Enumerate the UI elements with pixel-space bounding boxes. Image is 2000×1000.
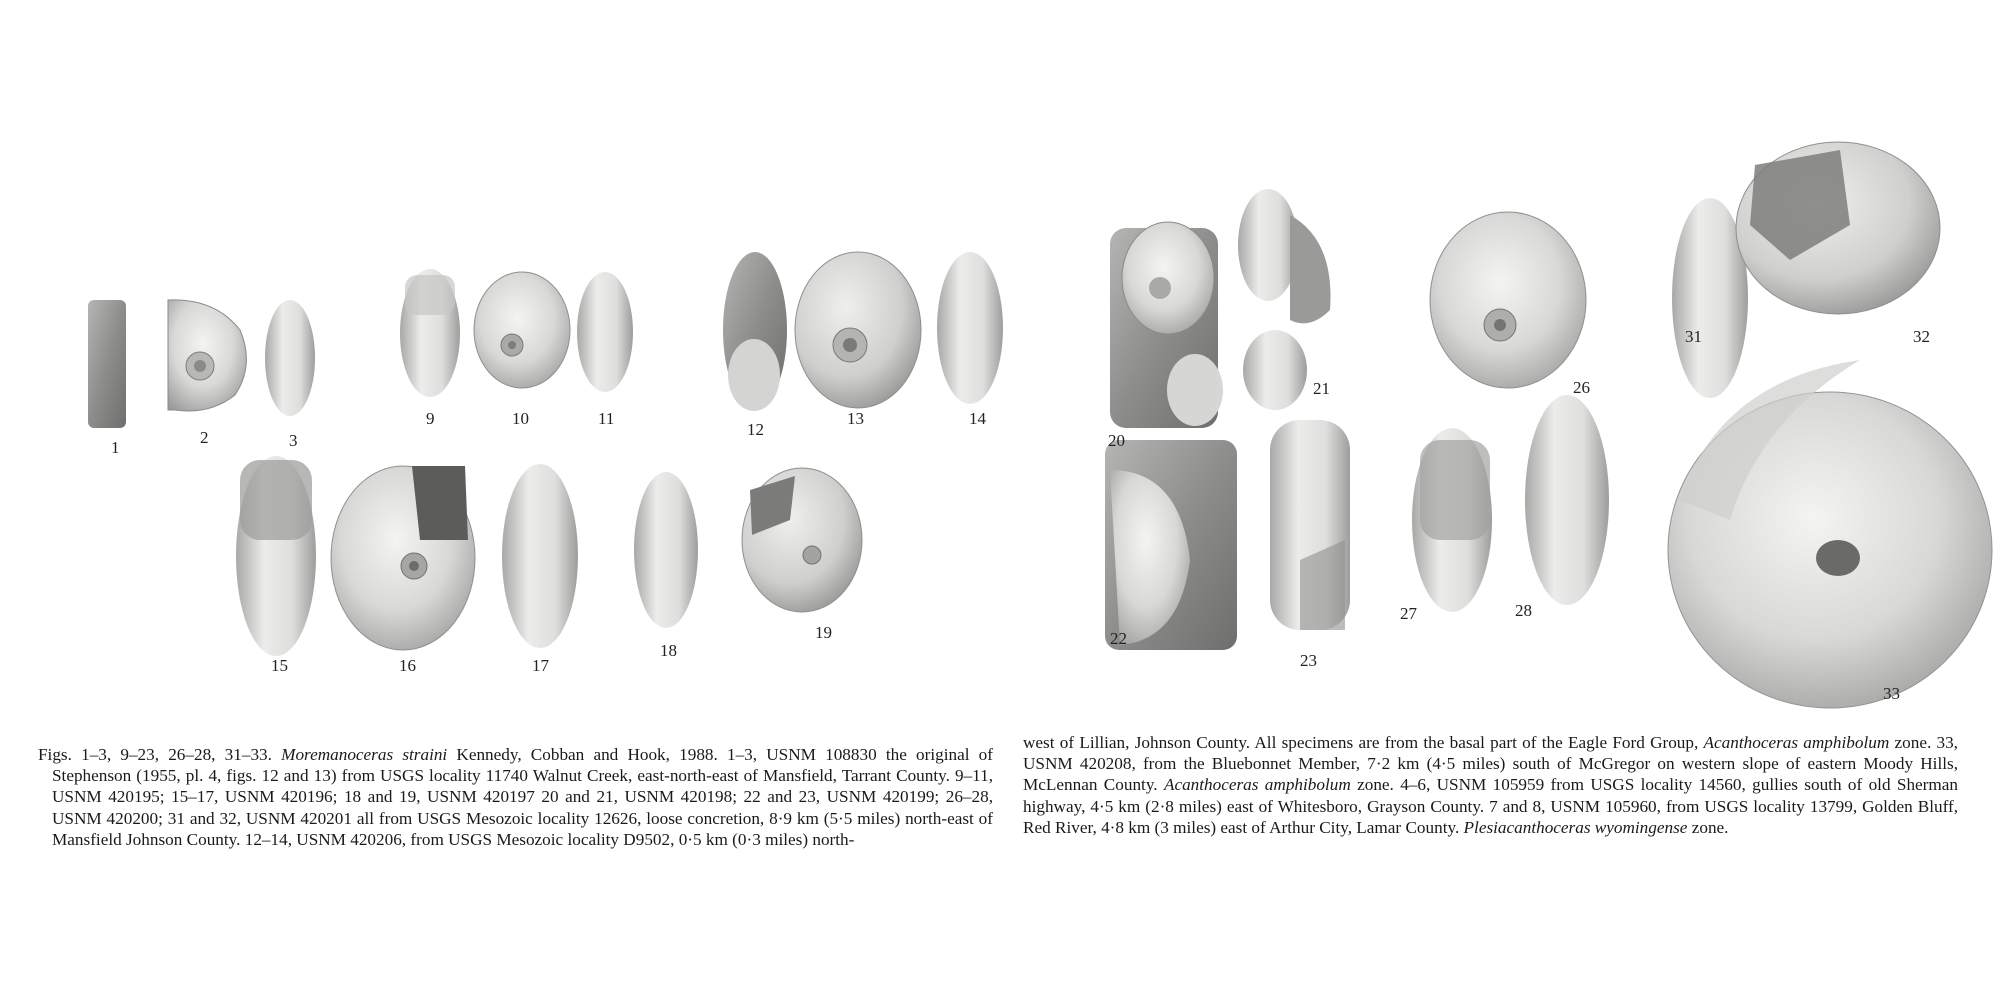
fig-label-31: 31 [1685, 327, 1702, 346]
fig-label-11: 11 [598, 409, 615, 428]
caption-right-zone-2: Acanthoceras amphibolum [1163, 775, 1351, 795]
specimen-11 [577, 272, 633, 392]
caption-right-part-1: west of Lillian, Johnson County. All specimens are from the basal part of the Eagle Ford Group, [1023, 733, 1704, 752]
specimen-14 [937, 252, 1003, 404]
caption-right [1023, 732, 1958, 838]
fig-label-28: 28 [1515, 601, 1532, 620]
fig-label-23: 23 [1300, 651, 1317, 670]
caption-right-part-5: zone. 4–6, USNM 105959 from USGS locality 14560, gullies south of old Sherman highway, 4·5 km (2·8 miles) east of Whitesboro, Grayson County. 7 and 8, USNM 105960, from USGS locality 13799, Golden Bluff, Red River, 4·8 km (3 miles) east of Arthur City, Lamar County. [1023, 775, 1958, 837]
specimen-10 [474, 272, 570, 388]
caption-right-zone-1: Acanthoceras amphibolum [1703, 733, 1890, 752]
caption-right-part-3: zone. 33, USNM 420208, from the Bluebonnet Member, 7·2 km (4·5 miles) south of McGregor on western slope of eastern Moody Hills, McLennan County. [1023, 733, 1958, 795]
fig-label-9: 9 [426, 409, 435, 428]
caption-left [38, 744, 993, 850]
fig-label-18: 18 [660, 641, 677, 660]
specimen-23 [1270, 420, 1350, 630]
specimen-1 [88, 300, 126, 428]
fig-label-2: 2 [200, 428, 209, 447]
specimen-21 [1238, 189, 1331, 410]
specimen-32 [1736, 142, 1940, 314]
caption-right-part-7: zone. [1687, 817, 1729, 837]
specimen-17 [502, 464, 578, 648]
specimen-26 [1430, 212, 1586, 388]
specimen-3 [265, 300, 315, 416]
specimen-19 [742, 468, 862, 612]
fig-label-32: 32 [1913, 327, 1930, 346]
specimen-20 [1110, 222, 1223, 428]
fig-label-27: 27 [1400, 604, 1417, 623]
fig-label-26: 26 [1573, 378, 1590, 397]
fig-label-16: 16 [399, 656, 416, 675]
caption-right-zone-3: Plesiacanthoceras wyomingense [1463, 817, 1688, 837]
specimen-22 [1105, 440, 1237, 650]
specimen-33 [1668, 360, 1992, 708]
fig-label-1: 1 [111, 438, 120, 457]
caption-left-part-3: Kennedy, Cobban and Hook, 1988. 1–3, USNM 108830 the original of Stephenson (1955, pl. 4, figs. 12 and 13) from USGS locality 11740 Walnut Creek, east-north-east of Mansfield, Tarrant County. 9–11, USNM 420195; 15–17, USNM 420196; 18 and 19, USNM 420197 20 and 21, USNM 420198; 22 and 23, USNM 420199; 26–28, USNM 420200; 31 and 32, USNM 420201 all from USGS Mesozoic locality 12626, loose concretion, 8·9 km (5·5 miles) north-east of Mansfield Johnson County. 12–14, USNM 420206, from USGS Mesozoic locality D9502, 0·5 km (0·3 miles) north- [52, 745, 993, 849]
fig-label-20: 20 [1108, 431, 1125, 450]
fig-label-13: 13 [847, 409, 864, 428]
fig-label-33: 33 [1883, 684, 1900, 703]
specimen-2 [168, 300, 246, 411]
fig-label-19: 19 [815, 623, 832, 642]
specimen-16 [331, 466, 475, 650]
fig-label-22: 22 [1110, 629, 1127, 648]
fig-label-10: 10 [512, 409, 529, 428]
caption-left-species: Moremanoceras straini [281, 745, 448, 764]
caption-left-part-1: Figs. 1–3, 9–23, 26–28, 31–33. [38, 745, 282, 764]
specimen-13 [795, 252, 921, 408]
fig-label-14: 14 [969, 409, 986, 428]
specimen-28 [1525, 395, 1609, 605]
specimen-27 [1412, 428, 1492, 612]
fig-label-17: 17 [532, 656, 549, 675]
fig-label-21: 21 [1313, 379, 1330, 398]
specimen-18 [634, 472, 698, 628]
fig-label-12: 12 [747, 420, 764, 439]
fig-label-15: 15 [271, 656, 288, 675]
fig-label-3: 3 [289, 431, 298, 450]
